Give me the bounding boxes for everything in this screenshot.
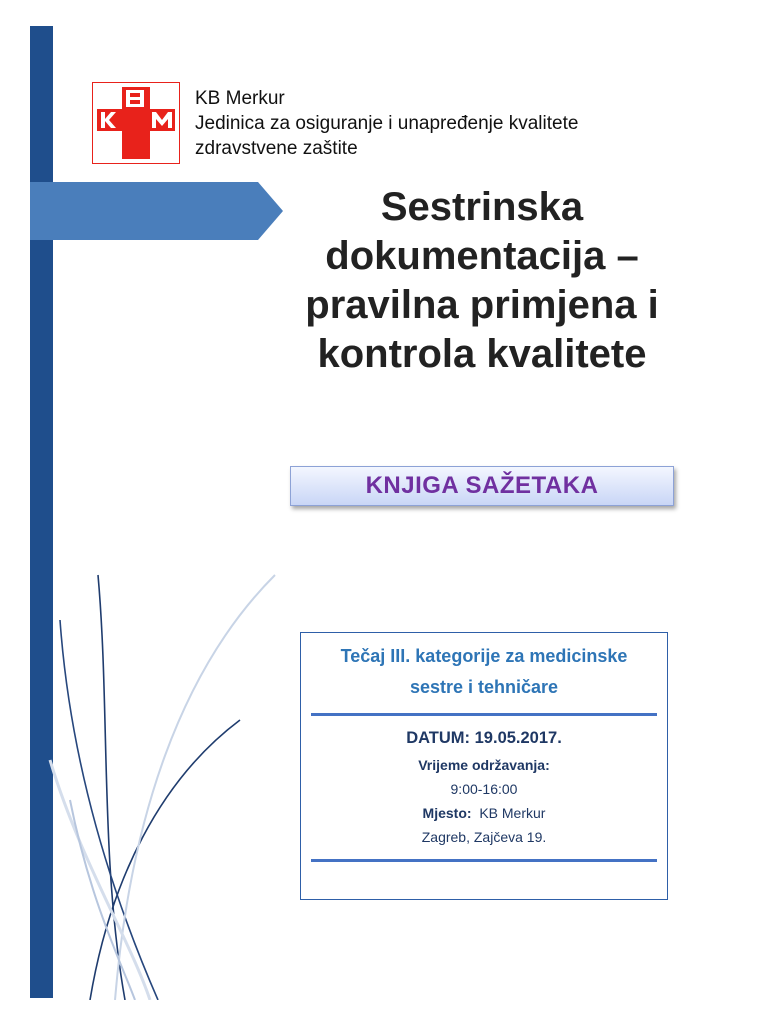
unit-line-1: Jedinica za osiguranje i unapređenje kvalitete: [195, 113, 579, 134]
course-line-2: sestre i tehničare: [409, 677, 559, 697]
arrow-banner: [30, 182, 283, 240]
top-divider: [311, 713, 657, 716]
title-line-1: Sestrinska: [380, 185, 584, 229]
bottom-divider: [311, 859, 657, 862]
title-line-4: kontrola kvalitete: [317, 332, 647, 376]
place-row: [301, 805, 667, 821]
place-label: Mjesto:: [422, 805, 472, 821]
time-value: 9:00-16:00: [450, 781, 518, 797]
document-title: [262, 183, 702, 379]
date-label: DATUM: 19.05.2017.: [406, 729, 562, 747]
course-title: [301, 641, 667, 703]
unit-line-2: zdravstvene zaštite: [195, 138, 358, 159]
book-of-abstracts-banner: [290, 466, 674, 506]
course-line-1: Tečaj III. kategorije za medicinske: [340, 646, 628, 666]
kb-merkur-logo: [92, 82, 180, 164]
course-info-box: [300, 632, 668, 900]
time-label: Vrijeme održavanja:: [418, 757, 550, 773]
decorative-curves: [40, 560, 300, 1000]
book-of-abstracts-label: KNJIGA SAŽETAKA: [365, 472, 599, 499]
organization-block: [195, 86, 578, 161]
address: Zagreb, Zajčeva 19.: [421, 829, 547, 845]
title-line-2: dokumentacija –: [325, 234, 639, 278]
title-line-3: pravilna primjena i: [305, 283, 659, 327]
place-value: KB Merkur: [479, 805, 546, 821]
org-name: KB Merkur: [195, 88, 285, 109]
